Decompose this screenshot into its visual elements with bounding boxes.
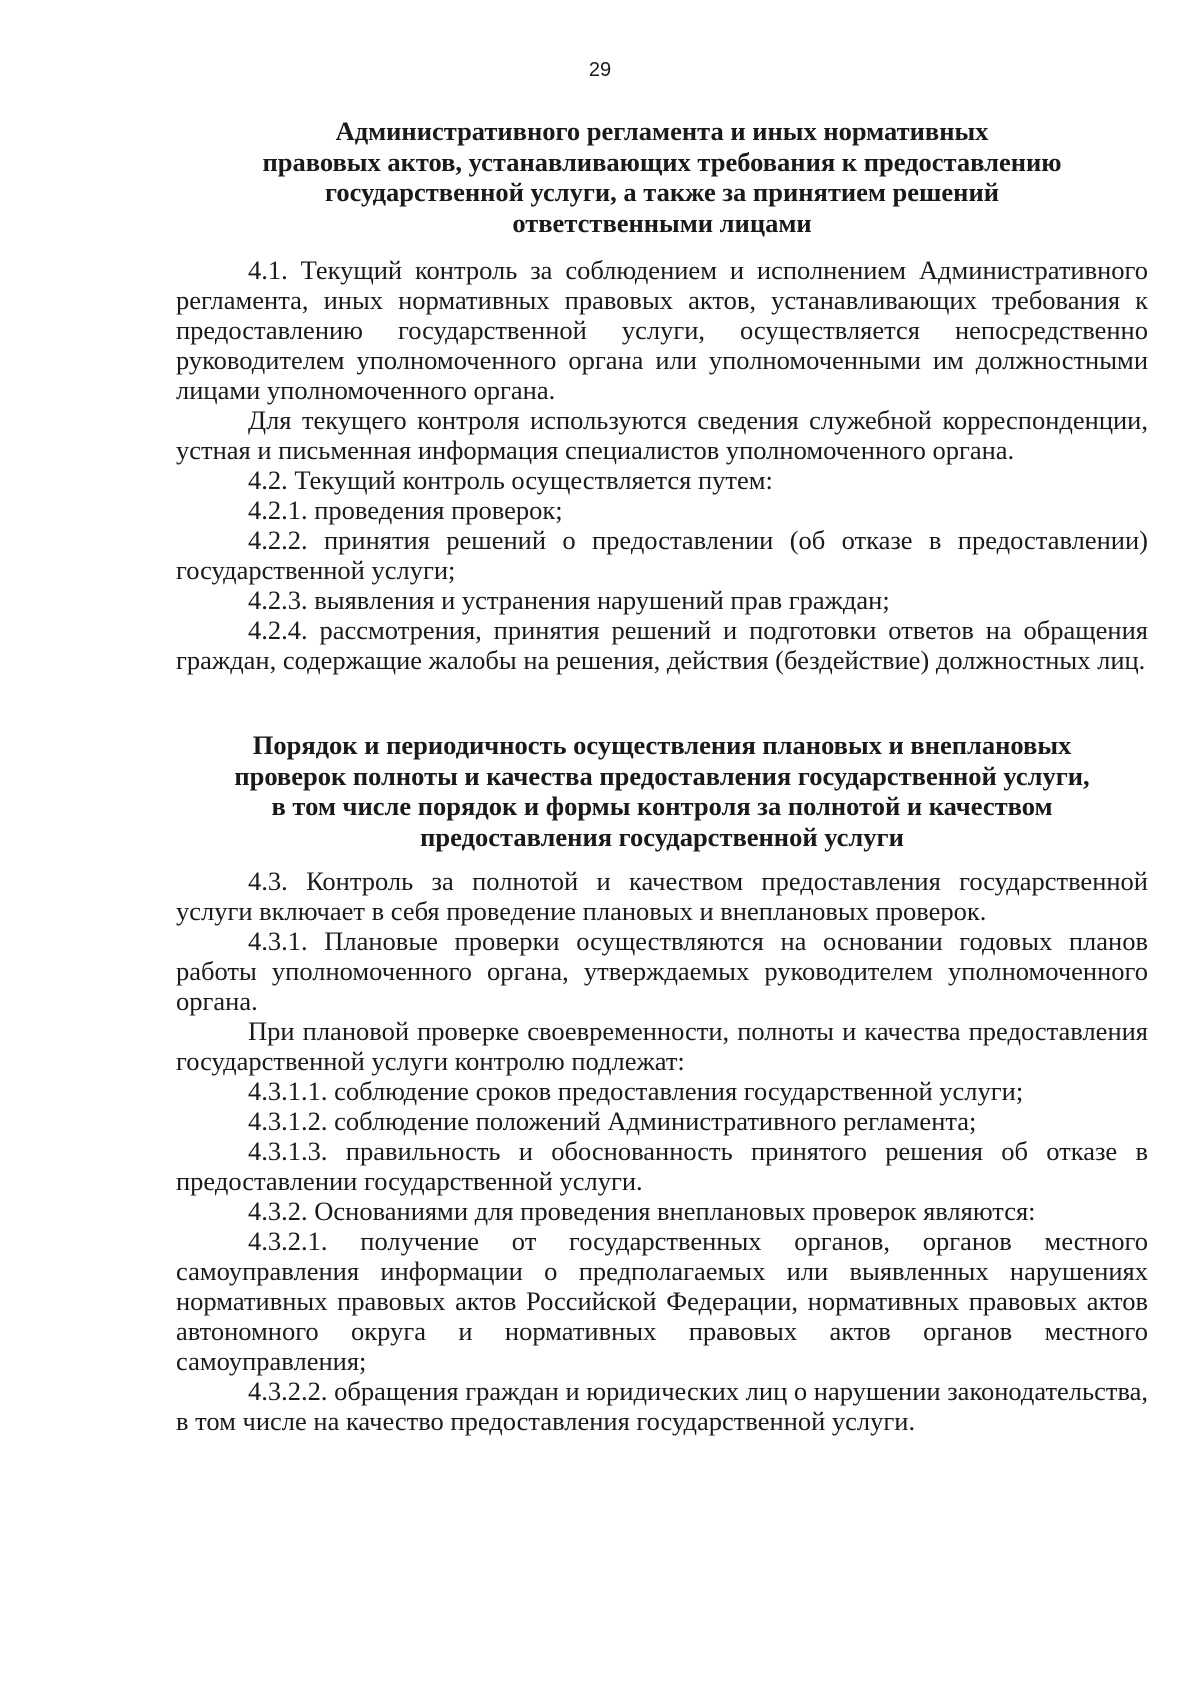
- paragraph-4-2-4: 4.2.4. рассмотрения, принятия решений и подготовки ответов на обращения граждан, содержащие жалобы на решения, действия (бездействие) должностных лиц.: [176, 615, 1148, 675]
- heading-line: ответственными лицами: [512, 207, 812, 238]
- paragraph-4-3-1: 4.3.1. Плановые проверки осуществляются на основании годовых планов работы уполномоченного органа, утверждаемых руководителем уполномоченного органа.: [176, 926, 1148, 1016]
- heading-line: Административного регламента и иных нормативных: [335, 116, 989, 146]
- paragraph-4-3-1-1: 4.3.1.1. соблюдение сроков предоставления государственной услуги;: [248, 1076, 1024, 1106]
- section-1-heading-block: [176, 116, 1148, 238]
- section-2-heading-block: [176, 730, 1148, 852]
- section-2-body: [176, 866, 1148, 1436]
- paragraph-4-2-2: 4.2.2. принятия решений о предоставлении (об отказе в предоставлении) государственной услуги;: [176, 525, 1148, 585]
- paragraph-4-1: 4.1. Текущий контроль за соблюдением и исполнением Административного регламента, иных нормативных правовых актов, устанавливающих требования к предоставлению государственной услуги, осуществляется непосредственно руководителем уполномоченного органа или уполномоченными им должностными лицами уполномоченного органа.: [176, 255, 1148, 405]
- paragraph-4-2-3: 4.2.3. выявления и устранения нарушений прав граждан;: [248, 585, 890, 615]
- paragraph-current-control-sources: Для текущего контроля используются сведения служебной корреспонденции, устная и письменная информация специалистов уполномоченного органа.: [176, 405, 1148, 465]
- paragraph-4-2-1: 4.2.1. проведения проверок;: [248, 495, 563, 525]
- page-number: 29: [588, 59, 612, 81]
- section-2-heading: [176, 730, 1148, 852]
- paragraph-planned-check-subjects: При плановой проверке своевременности, полноты и качества предоставления государственной услуги контролю подлежат:: [176, 1016, 1148, 1076]
- paragraph-4-3-2-1: 4.3.2.1. получение от государственных органов, органов местного самоуправления информации о предполагаемых или выявленных нарушениях нормативных правовых актов Российской Федерации, нормативных правовых актов автономного округа и нормативных правовых актов органов местного самоуправления;: [176, 1226, 1148, 1376]
- paragraph-4-3-1-2: 4.3.1.2. соблюдение положений Административного регламента;: [248, 1106, 977, 1136]
- heading-line: правовых актов, устанавливающих требования к предоставлению: [262, 146, 1062, 177]
- heading-line: проверок полноты и качества предоставления государственной услуги,: [234, 760, 1090, 791]
- section-1-heading: [176, 116, 1148, 238]
- paragraph-4-3-1-3: 4.3.1.3. правильность и обоснованность принятого решения об отказе в предоставлении государственной услуги.: [176, 1136, 1148, 1196]
- paragraph-4-3: 4.3. Контроль за полнотой и качеством предоставления государственной услуги включает в себя проведение плановых и внеплановых проверок.: [176, 866, 1148, 926]
- heading-line: предоставления государственной услуги: [420, 821, 904, 852]
- paragraph-4-3-2-2: 4.3.2.2. обращения граждан и юридических лиц о нарушении законодательства, в том числе на качество предоставления государственной услуги.: [176, 1376, 1148, 1436]
- heading-line: государственной услуги, а также за принятием решений: [325, 177, 999, 207]
- heading-line: в том числе порядок и формы контроля за полнотой и качеством: [271, 791, 1053, 821]
- paragraph-4-3-2: 4.3.2. Основаниями для проведения внеплановых проверок являются:: [248, 1196, 1036, 1226]
- paragraph-4-2: 4.2. Текущий контроль осуществляется путем:: [248, 465, 773, 495]
- section-1-body: [176, 255, 1148, 675]
- heading-line: Порядок и периодичность осуществления плановых и внеплановых: [252, 730, 1072, 760]
